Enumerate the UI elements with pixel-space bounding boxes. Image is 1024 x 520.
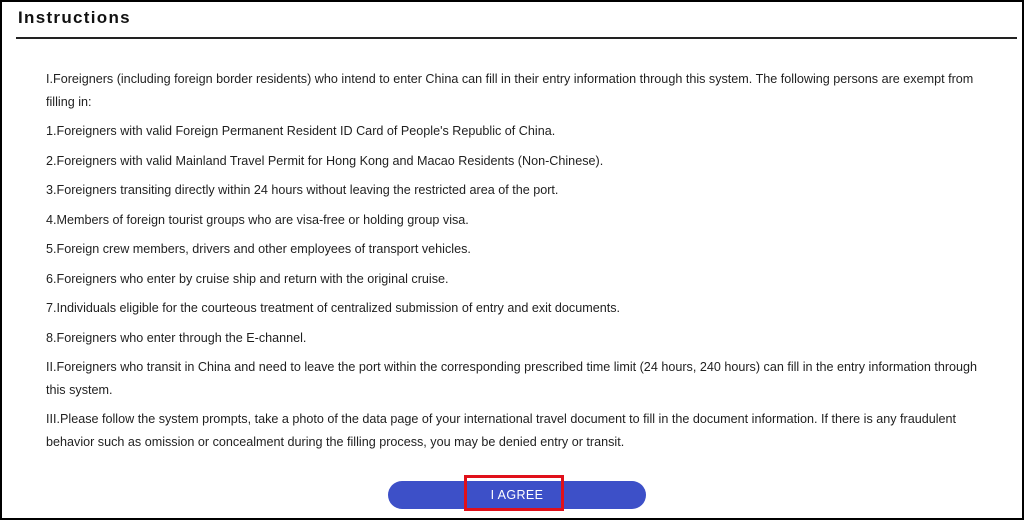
agree-button-container xyxy=(388,481,646,509)
instructions-content xyxy=(46,68,996,460)
instruction-paragraph-8: 7.Individuals eligible for the courteous treatment of centralized submission of entry and exit documents. xyxy=(46,301,621,315)
instruction-paragraph-6: 5.Foreign crew members, drivers and other employees of transport vehicles. xyxy=(46,242,471,256)
instruction-paragraph-4: 3.Foreigners transiting directly within 24 hours without leaving the restricted area of the port. xyxy=(46,183,559,197)
title-divider xyxy=(16,37,1017,39)
instruction-paragraph-2: 1.Foreigners with valid Foreign Permanent Resident ID Card of People's Republic of China. xyxy=(46,124,556,138)
instruction-paragraph-9: 8.Foreigners who enter through the E-channel. xyxy=(46,330,307,345)
instruction-paragraph-5: 4.Members of foreign tourist groups who are visa-free or holding group visa. xyxy=(46,212,469,227)
instruction-paragraph-1: I.Foreigners (including foreign border residents) who intend to enter China can fill in their entry information through this system. The following persons are exempt from filling in: xyxy=(46,72,974,109)
page-title: Instructions xyxy=(18,8,131,27)
panel-header xyxy=(16,8,1016,36)
instruction-paragraph-7: 6.Foreigners who enter by cruise ship and return with the original cruise. xyxy=(46,271,449,286)
instruction-paragraph-11: III.Please follow the system prompts, take a photo of the data page of your international travel document to fill in the document information. If there is any fraudulent behavior such as omission or concealment during the filling process, you may be denied entry or transit. xyxy=(46,412,957,449)
instruction-paragraph-10: II.Foreigners who transit in China and need to leave the port within the corresponding prescribed time limit (24 hours, 240 hours) can fill in the entry information through this system. xyxy=(46,360,978,397)
agree-button[interactable] xyxy=(388,481,646,509)
instruction-paragraph-3: 2.Foreigners with valid Mainland Travel Permit for Hong Kong and Macao Residents (Non-Chinese). xyxy=(46,153,604,168)
agree-button-label: I AGREE xyxy=(490,488,544,502)
